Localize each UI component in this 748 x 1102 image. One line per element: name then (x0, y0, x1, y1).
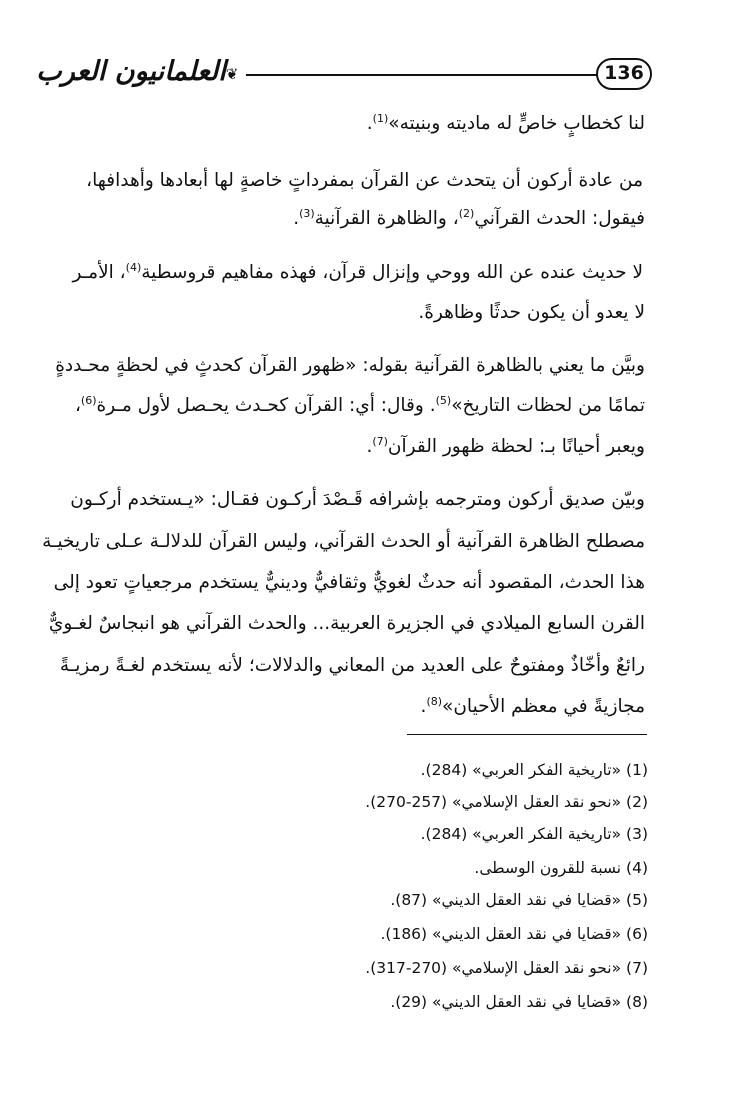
body-line: هذا الحدث، المقصود أنه حدثٌ لغويٌّ وثقافيٌّ ودينيٌّ يستخدم مرجعياتٍ تعود إلى (53, 572, 645, 593)
body-line: لا يعدو أن يكون حدثًا وظاهرةً. (418, 302, 645, 323)
body-line: مجازيةً في معظم الأحيان»$^{(8)}$. (420, 694, 645, 717)
header-rule (246, 74, 598, 76)
body-line: مصطلح الظاهرة القرآنية أو الحدث القرآني، وليس القرآن للدلالـة عـلى تاريخيـة (42, 531, 645, 552)
body-line: من عادة أركون أن يتحدث عن القرآن بمفرداتٍ خاصةٍ لها أبعادها وأهدافها، (86, 170, 643, 191)
body-line: لا حديث عنده عن الله ووحي وإنزال قرآن، فهذه مفاهيم قروسطية$^{(4)}$، الأمـر (72, 260, 643, 283)
body-line: وبيَّن ما يعني بالظاهرة القرآنية بقوله: «ظهور القرآن كحدثٍ في لحظةٍ محـددةٍ (55, 355, 645, 376)
footnote: (6) «قضايا في نقد العقل الديني» (186). (380, 925, 648, 943)
footnote: (5) «قضايا في نقد العقل الديني» (87). (390, 891, 648, 909)
body-line: القرن السابع الميلادي في الجزيرة العربية... والحدث القرآني هو انبجاسٌ لغـويٌّ (48, 613, 645, 634)
running-title: العلمانيون العرب (36, 56, 226, 87)
body-line: تمامًا من لحظات التاريخ»$^{(5)}$. وقال: أي: القرآن كحـدث يحـصل لأول مـرة$^{(6)}$، (74, 393, 645, 416)
footnote: (1) «تاريخية الفكر العربي» (284). (420, 761, 648, 779)
ornament-icon: ❦ (225, 65, 239, 83)
footnote: (4) نسبة للقرون الوسطى. (474, 859, 648, 877)
footnote: (3) «تاريخية الفكر العربي» (284). (420, 825, 648, 843)
footnote-separator (407, 734, 647, 735)
page-header (0, 50, 748, 100)
footnote: (7) «نحو نقد العقل الإسلامي» (270-317). (365, 959, 648, 977)
body-line: وبيّن صديق أركون ومترجمه بإشرافه قَـصْدَ أركـون فقـال: «يـستخدم أركـون (70, 489, 645, 510)
footnote: (2) «نحو نقد العقل الإسلامي» (257-270). (365, 793, 648, 811)
page-number: 136 (596, 58, 652, 90)
body-line: رائعٌ وأخّاذٌ ومفتوحٌ على العديد من المعاني والدلالات؛ لأنه يستخدم لغـةً رمزيـةً (59, 655, 645, 676)
body-line: ويعبر أحيانًا بـ: لحظة ظهور القرآن$^{(7)}$. (366, 434, 645, 457)
footnote: (8) «قضايا في نقد العقل الديني» (29). (390, 993, 648, 1011)
body-line: فيقول: الحدث القرآني$^{(2)}$، والظاهرة القرآنية$^{(3)}$. (293, 206, 645, 229)
body-line: لنا كخطابٍ خاصٍّ له ماديته وبنيته»$^{(1)}$. (366, 111, 645, 134)
